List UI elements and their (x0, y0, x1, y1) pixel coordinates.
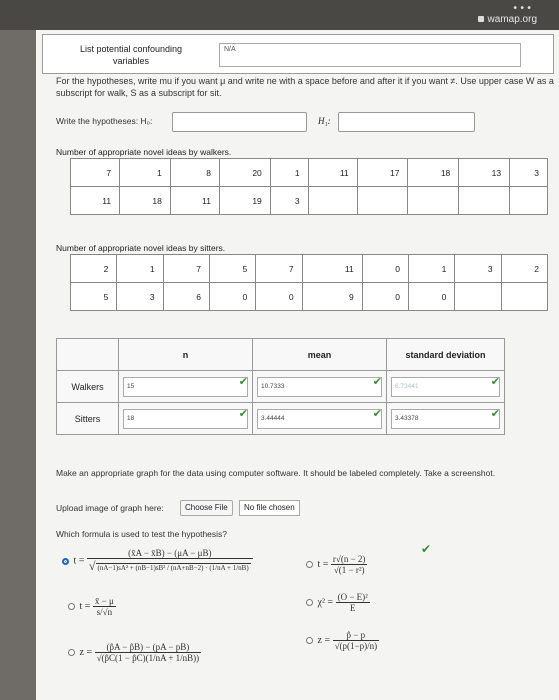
table-cell: 0 (409, 283, 455, 311)
formula-fraction (93, 596, 116, 617)
table-cell: 13 (459, 159, 510, 187)
table-cell (459, 187, 510, 215)
address-bar[interactable] (478, 14, 537, 25)
radio-unselected[interactable] (306, 599, 313, 606)
url-text: wamap.org (487, 14, 537, 25)
hypothesis-instructions: For the hypotheses, write mu if you want μ and write ne with a space before and after it if you want ≠. Use upper case W as a subscript for walk, S as a subscript for sit. (56, 76, 554, 98)
table-cell: 0 (256, 283, 302, 311)
confounding-label: List potential confounding variables (79, 44, 183, 66)
table-cell: 11 (170, 187, 219, 215)
table-cell (455, 283, 501, 311)
sitters-mean-input[interactable]: 3.44444 (257, 409, 382, 429)
radio-unselected[interactable] (68, 649, 75, 656)
walkers-mean-input[interactable]: 10.7333 (257, 377, 382, 397)
sitters-label: Sitters (57, 403, 119, 435)
radio-unselected[interactable] (306, 637, 313, 644)
table-row (71, 283, 548, 311)
sitters-mean-cell (253, 403, 387, 435)
table-cell: 3 (455, 255, 501, 283)
table-cell: 9 (302, 283, 362, 311)
table-cell: 11 (308, 159, 357, 187)
formula-lhs: t = (73, 555, 85, 567)
table-cell (308, 187, 357, 215)
stats-corner (57, 339, 119, 371)
table-cell: 0 (362, 255, 408, 283)
walkers-n-cell (119, 371, 253, 403)
formula-numerator: (p̂A − p̂B) − (pA − pB) (95, 642, 202, 653)
upload-label: Upload image of graph here: (56, 503, 164, 513)
formula-lhs: t = (317, 558, 329, 570)
sitters-sd-cell (387, 403, 505, 435)
formula-option-one-sample-t[interactable] (68, 596, 116, 617)
walkers-sd-cell (387, 371, 505, 403)
table-cell: 3 (117, 283, 163, 311)
formula-fraction (331, 554, 368, 575)
table-row (71, 159, 548, 187)
table-cell: 18 (408, 159, 459, 187)
table-cell: 1 (120, 159, 171, 187)
hypotheses-label: Write the hypotheses: H₀: (56, 116, 153, 126)
check-icon: ✔ (372, 375, 382, 388)
table-cell (408, 187, 459, 215)
formula-option-one-proportion-z[interactable] (306, 630, 379, 651)
table-cell: 19 (219, 187, 270, 215)
check-icon: ✔ (238, 407, 248, 420)
check-icon: ✔ (421, 542, 432, 556)
radio-unselected[interactable] (306, 561, 313, 568)
table-cell: 7 (71, 159, 120, 187)
formula-numerator: r√(n − 2) (332, 554, 366, 564)
formula-option-chi-square[interactable] (306, 592, 370, 613)
sitters-sd-input[interactable]: 3.43378 (391, 409, 500, 429)
check-icon: ✔ (238, 375, 248, 388)
sitters-n-cell (119, 403, 253, 435)
browser-menu-dots[interactable]: ••• (512, 3, 533, 14)
table-cell: 2 (71, 255, 117, 283)
formula-numerator: p̂ − p (333, 630, 380, 641)
radio-unselected[interactable] (68, 603, 75, 610)
mean-header: mean (253, 339, 387, 371)
table-cell: 3 (510, 159, 548, 187)
h1-input[interactable] (338, 112, 475, 132)
formula-denominator: √(1 − r²) (333, 565, 365, 575)
n-header: n (119, 339, 253, 371)
formula-denominator: (nA−1)sA² + (nB−1)sB² / (nA+nB−2) · (1/nA + 1/nB) (97, 564, 249, 572)
check-icon: ✔ (490, 407, 500, 420)
sitters-n-input[interactable]: 18 (123, 409, 248, 429)
walkers-table-title: Number of appropriate novel ideas by walkers. (56, 147, 232, 157)
formula-lhs: z = (317, 634, 331, 646)
table-cell: 7 (163, 255, 209, 283)
walkers-label: Walkers (57, 371, 119, 403)
table-cell: 11 (302, 255, 362, 283)
sitters-table (70, 254, 548, 311)
radio-selected[interactable] (62, 558, 69, 565)
formula-option-correlation-t[interactable] (306, 554, 367, 575)
table-cell: 2 (501, 255, 547, 283)
table-cell (357, 187, 408, 215)
formula-option-two-proportion-z[interactable] (68, 642, 201, 663)
table-cell: 0 (362, 283, 408, 311)
formula-numerator: (x̄A − x̄B) − (μA − μB) (87, 548, 253, 559)
walkers-sd-input[interactable]: 6.73441 (391, 377, 500, 397)
formula-fraction: $\frac{(x̄A - x̄B) - (\mu A - \mu B)}{\text{√ (nA−1)sA² + (nB−1)sB² / (nA+nB−2) · (1/nA + 1/nB)}}$ (87, 548, 253, 574)
formula-question: Which formula is used to test the hypothesis? (56, 529, 228, 539)
walkers-table (70, 158, 548, 215)
summary-stats-table (56, 338, 505, 435)
table-cell: 11 (71, 187, 120, 215)
formula-lhs: t = (79, 600, 91, 612)
choose-file-button[interactable]: Choose File (180, 500, 233, 516)
formula-option-two-sample-t[interactable] (62, 548, 253, 574)
formula-numerator: (O − E)² (337, 592, 368, 602)
table-cell: 18 (120, 187, 171, 215)
table-row (71, 187, 548, 215)
sitters-table-title: Number of appropriate novel ideas by sitters. (56, 243, 226, 253)
formula-denominator: √(p̂C(1 − p̂C)(1/nA + 1/nB)) (96, 653, 200, 663)
h0-input[interactable] (172, 112, 307, 132)
formula-numerator: x̄ − μ (94, 596, 114, 606)
formula-lhs: z = (79, 646, 93, 658)
formula-fraction (336, 592, 370, 613)
table-cell: 17 (357, 159, 408, 187)
table-cell: 0 (209, 283, 255, 311)
table-cell: 6 (163, 283, 209, 311)
walkers-mean-cell (253, 371, 387, 403)
formula-lhs: χ² = (317, 596, 334, 608)
confounding-input[interactable]: N/A (219, 43, 521, 67)
walkers-n-input[interactable]: 15 (123, 377, 248, 397)
formula-fraction (333, 630, 380, 651)
h1-label: H₁: (318, 116, 331, 126)
table-cell (510, 187, 548, 215)
table-cell: 5 (209, 255, 255, 283)
table-cell: 1 (117, 255, 163, 283)
table-cell: 20 (219, 159, 270, 187)
formula-denominator: E (349, 603, 356, 613)
table-cell: 5 (71, 283, 117, 311)
formula-denominator: s/√n (96, 607, 113, 617)
table-cell: 8 (170, 159, 219, 187)
browser-topbar (0, 0, 559, 30)
confounding-row (42, 34, 554, 74)
question-page (36, 30, 559, 700)
file-status: No file chosen (239, 500, 300, 516)
lock-icon (478, 16, 484, 22)
table-cell: 7 (256, 255, 302, 283)
table-cell: 1 (409, 255, 455, 283)
table-cell: 1 (270, 159, 308, 187)
formula-fraction (95, 642, 202, 663)
table-cell: 3 (270, 187, 308, 215)
sd-header: standard deviation (387, 339, 505, 371)
table-cell (501, 283, 547, 311)
check-icon: ✔ (490, 375, 500, 388)
check-icon: ✔ (372, 407, 382, 420)
table-row (71, 255, 548, 283)
graph-instruction: Make an appropriate graph for the data using computer software. It should be labeled completely. Take a screenshot. (56, 468, 496, 478)
formula-denominator: √(p(1−p)/n) (334, 641, 378, 651)
